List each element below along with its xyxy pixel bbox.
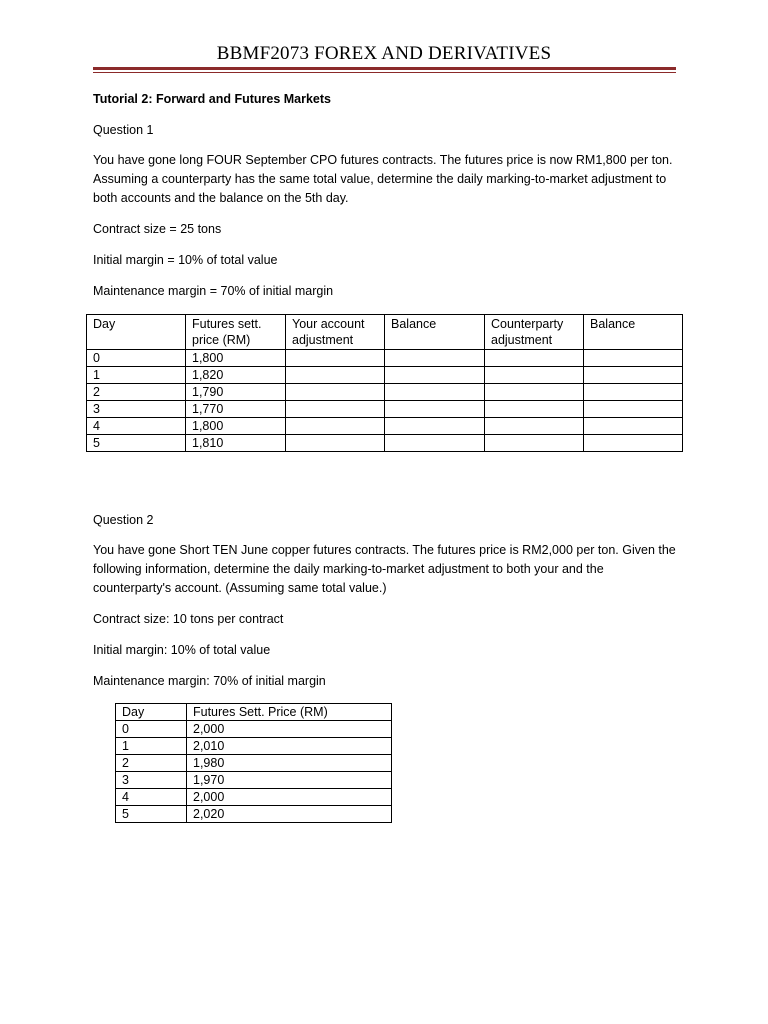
table-cell: 2 (116, 755, 187, 772)
table-cell (485, 401, 584, 418)
table-row (116, 721, 392, 738)
table-header-row (116, 704, 392, 721)
table-cell (485, 435, 584, 452)
table-cell: 0 (116, 721, 187, 738)
header-rule-thin (93, 72, 676, 73)
q2-heading: Question 2 (93, 513, 154, 527)
table-cell: 1,790 (186, 384, 286, 401)
table-cell: 1 (116, 738, 187, 755)
table-cell (385, 401, 485, 418)
q1-table (86, 314, 683, 452)
q1-body: You have gone long FOUR September CPO futures contracts. The futures price is now RM1,800 per ton. Assuming a counterparty has the same total value, determine the daily marking-to-market adjustment to both accounts and the balance on the 5th day. (93, 153, 673, 205)
table-cell (485, 418, 584, 435)
table-cell (584, 384, 683, 401)
table-cell (286, 418, 385, 435)
table-cell (485, 384, 584, 401)
table-row (116, 738, 392, 755)
table-cell: 1,770 (186, 401, 286, 418)
table-header-cell: Your account adjustment (286, 315, 385, 350)
table-header-cell: Futures Sett. Price (RM) (187, 704, 392, 721)
table-cell: 2,000 (187, 721, 392, 738)
table-header-row (87, 315, 683, 350)
table-cell: 5 (87, 435, 186, 452)
q2-contract-size: Contract size: 10 tons per contract (93, 612, 284, 626)
document-header-title: BBMF2073 FOREX AND DERIVATIVES (216, 43, 552, 64)
table-cell: 1 (87, 367, 186, 384)
table-cell (584, 418, 683, 435)
table-cell: 4 (87, 418, 186, 435)
table-cell: 1,820 (186, 367, 286, 384)
table-row (116, 755, 392, 772)
table-cell (385, 435, 485, 452)
q1-maintenance-margin: Maintenance margin = 70% of initial margin (93, 284, 334, 298)
table-row (87, 418, 683, 435)
table-cell (584, 350, 683, 367)
table-cell: 1,970 (187, 772, 392, 789)
table-cell (485, 350, 584, 367)
table-row (87, 435, 683, 452)
table-cell: 5 (116, 806, 187, 823)
table-cell (485, 367, 584, 384)
table-row (87, 384, 683, 401)
table-header-cell: Day (87, 315, 186, 350)
table-header-cell: Futures sett. price (RM) (186, 315, 286, 350)
table-row (116, 772, 392, 789)
table-row (116, 789, 392, 806)
table-cell: 1,980 (187, 755, 392, 772)
table-row (87, 401, 683, 418)
q1-contract-size: Contract size = 25 tons (93, 222, 222, 236)
table-cell (584, 435, 683, 452)
table-cell: 2,010 (187, 738, 392, 755)
table-header-cell: Balance (385, 315, 485, 350)
q2-maintenance-margin: Maintenance margin: 70% of initial margin (93, 674, 326, 688)
table-cell (286, 435, 385, 452)
table-cell (286, 384, 385, 401)
table-cell (385, 350, 485, 367)
table-cell: 1,800 (186, 418, 286, 435)
header-rule-thick (93, 67, 676, 70)
table-cell: 1,800 (186, 350, 286, 367)
table-header-cell: Counterparty adjustment (485, 315, 584, 350)
tutorial-title: Tutorial 2: Forward and Futures Markets (93, 92, 332, 106)
table-header-cell: Balance (584, 315, 683, 350)
q2-initial-margin: Initial margin: 10% of total value (93, 643, 271, 657)
table-cell: 3 (116, 772, 187, 789)
table-cell (385, 384, 485, 401)
table-cell: 4 (116, 789, 187, 806)
table-row (87, 350, 683, 367)
table-cell: 0 (87, 350, 186, 367)
table-header-cell: Day (116, 704, 187, 721)
q2-table (115, 703, 392, 823)
q1-heading: Question 1 (93, 123, 154, 137)
table-cell (385, 367, 485, 384)
table-cell (286, 401, 385, 418)
table-cell (584, 401, 683, 418)
table-cell: 2 (87, 384, 186, 401)
table-cell: 3 (87, 401, 186, 418)
table-cell (286, 350, 385, 367)
table-cell (286, 367, 385, 384)
table-cell: 2,020 (187, 806, 392, 823)
q2-body: You have gone Short TEN June copper futures contracts. The futures price is RM2,000 per ton. Given the following information, determine the daily marking-to-market adjustment to both your and the counterparty's account. (Assuming same total value.) (93, 543, 676, 595)
table-row (116, 806, 392, 823)
table-cell: 1,810 (186, 435, 286, 452)
table-cell (584, 367, 683, 384)
table-row (87, 367, 683, 384)
q1-initial-margin: Initial margin = 10% of total value (93, 253, 278, 267)
table-cell (385, 418, 485, 435)
table-cell: 2,000 (187, 789, 392, 806)
